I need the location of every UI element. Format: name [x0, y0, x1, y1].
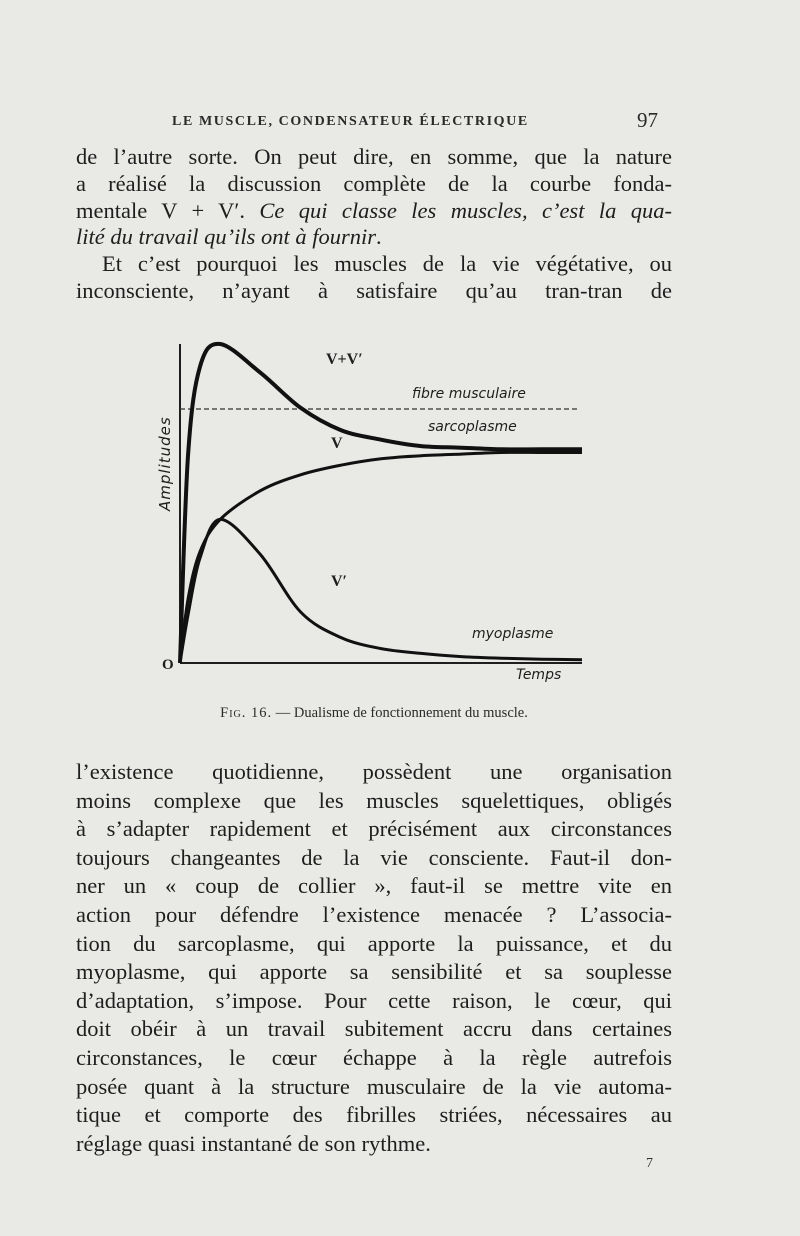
text-line: a réalisé la discussion complète de la courbe fonda-	[76, 170, 672, 196]
text-line: tion du sarcoplasme, qui apporte la puissance, et du	[76, 930, 672, 956]
text-line: tique et comporte des fibrilles striées, nécessaires au	[76, 1102, 672, 1128]
text-line: de l’autre sorte. On peut dire, en somme, que la nature	[76, 144, 672, 169]
text-line: moins complexe que les muscles squelettiques, obligés	[76, 787, 672, 813]
label-myoplasme: myoplasme	[472, 626, 554, 642]
text-line: myoplasme, qui apporte sa sensibilité et sa souplesse	[76, 959, 672, 985]
text-line: ner un « coup de collier », faut-il se mettre vite en	[76, 873, 672, 899]
caption-text: — Dualisme de fonctionnement du muscle.	[272, 705, 528, 721]
text-line: d’adaptation, s’impose. Pour cette raison, le cœur, qui	[76, 987, 672, 1013]
italic-run: Ce qui classe les muscles, c’est la qua-	[259, 197, 672, 223]
page-number: 97	[637, 108, 658, 132]
muscle-curves-chart	[150, 326, 600, 696]
running-title: LE MUSCLE, CONDENSATEUR ÉLECTRIQUE	[172, 114, 529, 129]
label-sarcoplasme: sarcoplasme	[428, 419, 517, 435]
text-line: posée quant à la structure musculaire de la vie automa-	[76, 1073, 672, 1099]
text-line: l’existence quotidienne, possèdent une organisation	[76, 759, 672, 784]
running-head	[76, 106, 666, 140]
label-v-prime: V′	[331, 573, 348, 590]
text-line: circonstances, le cœur échappe à la règle autrefois	[76, 1044, 672, 1070]
text-line: doit obéir à un travail subitement accru dans certaines	[76, 1016, 672, 1042]
top-paragraph	[76, 144, 672, 305]
text-line: Et c’est pourquoi les muscles de la vie végétative, ou	[102, 251, 672, 277]
text-line: action pour défendre l’existence menacée ? L’associa-	[76, 901, 672, 927]
label-v: V	[331, 435, 343, 452]
figure-16	[150, 326, 600, 696]
signature-mark: 7	[646, 1156, 653, 1171]
label-v-plus-v-prime: V+V′	[326, 351, 363, 368]
text-line	[76, 224, 672, 251]
text-line	[76, 198, 672, 225]
bottom-paragraph	[76, 758, 672, 1158]
caption-label: Fig. 16.	[220, 705, 273, 721]
text-line: toujours changeantes de la vie consciente. Faut-il don-	[76, 844, 672, 870]
label-fibre-musculaire: fibre musculaire	[412, 386, 526, 402]
text-run: mentale V + V′.	[76, 197, 260, 223]
italic-run: lité du travail qu’ils ont à fournir	[76, 224, 377, 250]
text-line: à s’adapter rapidement et précisément aux circonstances	[76, 816, 672, 842]
text-line: inconsciente, n’ayant à satisfaire qu’au tran-tran de	[76, 277, 672, 303]
figure-caption	[76, 705, 672, 722]
x-axis-label: Temps	[516, 667, 562, 683]
text-run: .	[376, 224, 382, 250]
y-axis-label: Amplitudes	[156, 416, 174, 511]
text-line: réglage quasi instantané de son rythme.	[76, 1130, 431, 1156]
origin-label: O	[162, 657, 174, 673]
